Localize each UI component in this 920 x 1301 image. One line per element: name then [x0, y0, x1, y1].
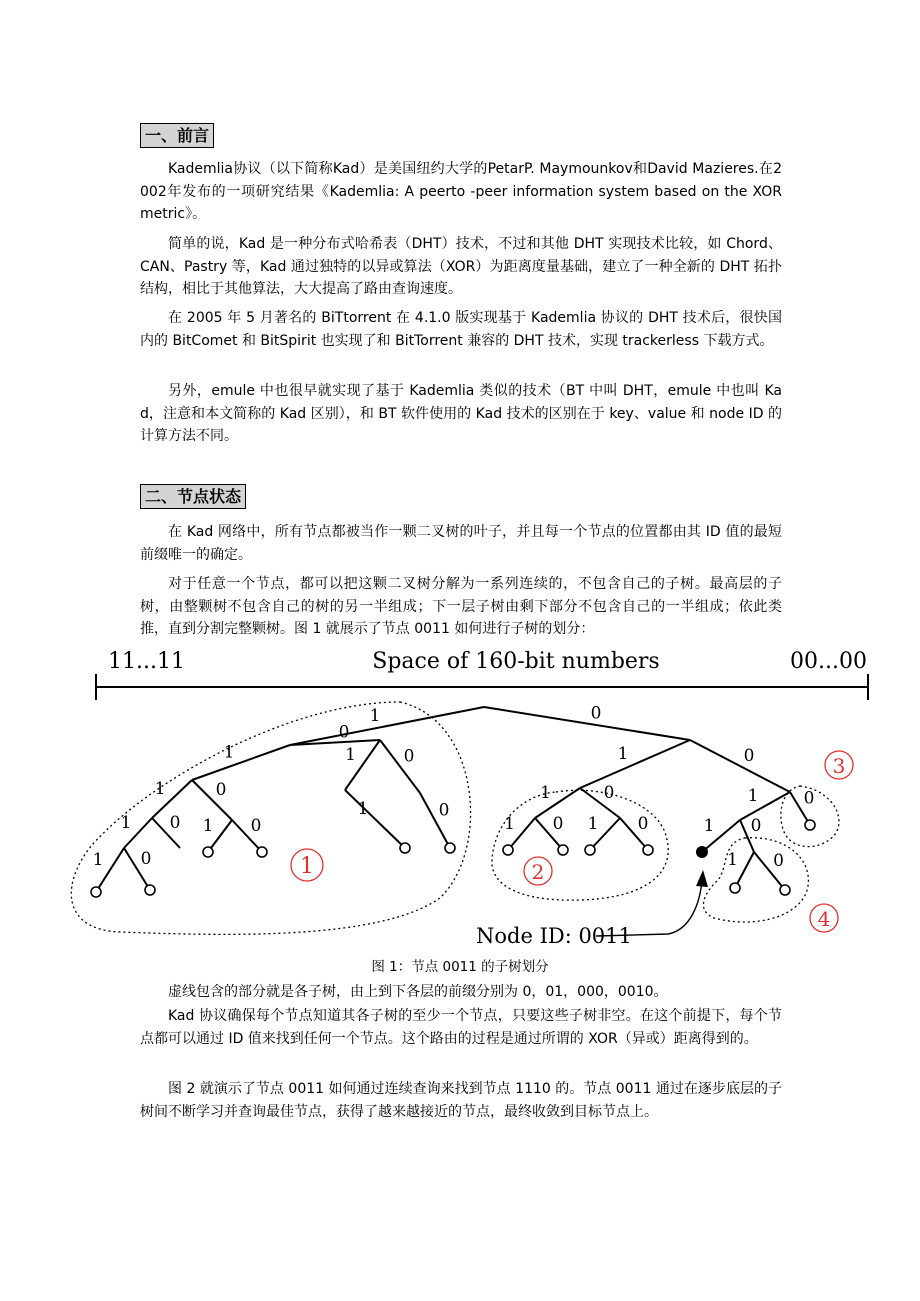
right-range-label: 00...00 — [790, 649, 867, 674]
left-range-label: 11...11 — [108, 649, 185, 674]
leaf-node — [730, 883, 740, 893]
edge-bit-label: 1 — [727, 850, 738, 870]
leaf-node — [91, 887, 101, 897]
edge-bit-label: 1 — [747, 786, 759, 806]
leaf-node — [643, 845, 653, 855]
tree-edges — [96, 707, 810, 892]
subtree-label-2: 2 — [531, 860, 545, 884]
edge-bit-label: 0 — [438, 800, 450, 821]
node-state-paragraph: 对于任意一个节点，都可以把这颗二叉树分解为一系列连续的，不包含自己的子树。最高层的子树，由整颗树不包含自己的树的另一半组成；下一层子树由剩下部分不包含自己的一半组成；依此类推，直到分割完整颗树。图 1 就展示了节点 0011 如何进行子树的划分： — [140, 576, 782, 637]
body-paragraph: Kad 协议确保每个节点知道其各子树的至少一个节点，只要这些子树非空。在这个前提下，每个节点都可以通过 ID 值来找到任何一个节点。这个路由的过程是通过所谓的 XOR（异或）距离得到的。 — [140, 1008, 782, 1047]
leaf-node — [445, 843, 455, 853]
edge-bit-label: 0 — [140, 849, 152, 869]
leaf-node — [805, 820, 815, 830]
tree-edge — [345, 790, 405, 848]
edge-bit-label: 0 — [590, 703, 602, 724]
edge-bit-label: 1 — [223, 742, 235, 763]
node-state-paragraph: 在 Kad 网络中，所有节点都被当作一颗二叉树的叶子，并且每一个节点的位置都由其 ID 值的最短前缀唯一的确定。 — [140, 524, 782, 563]
leaf-node — [257, 847, 267, 857]
tree-edge — [690, 740, 790, 792]
edge-bit-label: 1 — [92, 850, 104, 870]
edge-bit-label: 1 — [154, 779, 166, 799]
edge-bit-label: 0 — [250, 816, 262, 836]
intro-paragraph: 简单的说，Kad 是一种分布式哈希表（DHT）技术，不过和其他 DHT 实现技术比较，如 Chord、CAN、Pastry 等，Kad 通过独特的以异或算法（XOR）为距离度量基础，建立了一种全新的 DHT 拓扑结构，相比于其他算法，大大提高了路由查询速度。 — [140, 236, 782, 297]
subtree-boundaries — [71, 702, 839, 934]
edge-bit-label: 0 — [803, 788, 815, 809]
leaf-node — [400, 843, 410, 853]
body-paragraph: 虚线包含的部分就是各子树，由上到下各层的前缀分别为 0，01，000，0010。 — [168, 984, 668, 1000]
intro-paragraph: 在 2005 年 5 月著名的 BiTtorrent 在 4.1.0 版实现基于 Kademlia 协议的 DHT 技术后，很快国内的 BitComet 和 BitSpirit 也实现了和 BitTorrent 兼容的 DHT 技术，实现 trackerless 下载方式。 — [140, 310, 782, 349]
edge-bit-label: 0 — [743, 746, 755, 766]
id-space-axis — [96, 674, 868, 700]
edge-bit-label: 1 — [369, 706, 381, 726]
edge-bit-label: 1 — [703, 816, 715, 836]
leaf-node — [203, 847, 213, 857]
intro-paragraph: 另外，emule 中也很早就实现了基于 Kademlia 类似的技术（BT 中叫 DHT，emule 中也叫 Kad，注意和本文简称的 Kad 区别），和 BT 软件使用的 Kad 技术的区别在于 key、value 和 node ID 的计算方法不同。 — [140, 383, 782, 444]
tree-edge — [290, 707, 484, 745]
heading-node-state: 二、节点状态 — [140, 484, 246, 509]
edge-bit-label: 0 — [215, 780, 227, 800]
tree-edge — [580, 740, 690, 788]
edge-bit-label: 0 — [169, 813, 181, 833]
subtree-label-1: 1 — [300, 854, 314, 879]
subtree-label-3: 3 — [832, 754, 846, 778]
edge-bit-label: 0 — [773, 851, 784, 871]
subtree-4-boundary — [703, 838, 808, 922]
subtree-label-4: 4 — [817, 907, 831, 931]
tree-edge — [484, 707, 690, 740]
edge-bit-label: 0 — [338, 722, 350, 743]
subtree-2-boundary — [492, 790, 668, 900]
edge-bit-label: 1 — [345, 745, 356, 765]
subtree-partition-figure — [0, 640, 920, 952]
edge-bit-label: 1 — [357, 799, 369, 819]
leaf-node — [503, 845, 513, 855]
arrow-head — [696, 870, 708, 887]
leaf-node — [145, 885, 155, 895]
edge-bit-label: 1 — [587, 814, 599, 834]
node-id-label: Node ID: 0011 — [476, 924, 632, 948]
edge-bit-label: 0 — [552, 814, 564, 834]
tree-edge — [192, 742, 290, 780]
heading-intro: 一、前言 — [140, 123, 214, 148]
edge-bit-label: 1 — [120, 813, 132, 833]
leaf-node — [585, 845, 595, 855]
leaf-node — [558, 845, 568, 855]
edge-bit-label: 0 — [750, 816, 762, 836]
edge-bit-label: 0 — [603, 783, 615, 803]
body-paragraph: 图 2 就演示了节点 0011 如何通过连续查询来找到节点 1110 的。节点 0011 通过在逐步底层的子树间不断学习并查询最佳节点，获得了越来越接近的节点，最终收敛到目标节点上。 — [140, 1081, 782, 1120]
edge-bit-label: 0 — [637, 814, 649, 834]
subtree-markers — [291, 751, 853, 932]
intro-paragraph: Kademlia协议（以下简称Kad）是美国纽约大学的PetarP. Maymounkov和David Mazieres.在2002年发布的一项研究结果《Kademlia: A peerto -peer information system based on the XOR metric》。 — [140, 161, 782, 222]
leaf-node — [780, 885, 790, 895]
edge-bit-label: 0 — [403, 746, 415, 767]
space-title: Space of 160-bit numbers — [372, 649, 660, 674]
self-node — [696, 846, 708, 858]
edge-bit-label: 1 — [617, 744, 629, 764]
edge-bit-label: 1 — [540, 783, 551, 803]
figure-caption: 图 1：节点 0011 的子树划分 — [371, 959, 549, 975]
edge-bit-label: 1 — [202, 816, 214, 836]
edge-bit-label: 1 — [504, 814, 515, 834]
